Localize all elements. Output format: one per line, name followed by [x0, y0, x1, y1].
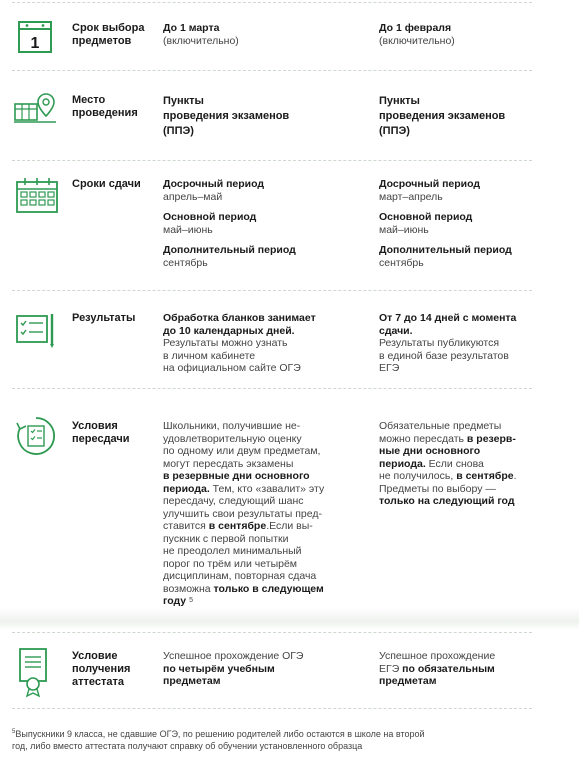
separator — [12, 708, 532, 709]
ege-exam-periods: Досрочный период март–апрель Основной период май–июнь Дополнительный период сентябрь — [379, 178, 512, 269]
ege-results: От 7 до 14 дней с момента сдачи. Результаты публикуются в единой базе результатов ЕГЭ — [379, 312, 517, 374]
footnote: $^5$Выпускники 9 класса, не сдавшие ОГЭ, по решению родителей либо остаются в школе на второй год, либо вместо аттестата получают справку об обучении установленного образца — [12, 729, 425, 751]
separator — [12, 290, 532, 291]
footnote-ref: 5 — [189, 597, 193, 604]
section-shade — [0, 608, 579, 630]
row-label-exam-periods: Сроки сдачи — [72, 178, 141, 190]
svg-text:1: 1 — [30, 35, 40, 52]
separator — [12, 632, 532, 633]
calendar-grid-icon — [15, 176, 59, 216]
results-board-icon — [14, 310, 60, 350]
row-label-results: Результаты — [72, 312, 136, 324]
oge-exam-periods: Досрочный период апрель–май Основной период май–июнь Дополнительный период сентябрь — [163, 178, 296, 269]
oge-venue: Пункты проведения экзаменов (ППЭ) — [163, 95, 290, 137]
oge-retake: Школьники, получившие не- удовлетворительную оценку по одному или двум предметам, могут пересдать экзамены в резервные дни основного периода. Тем, кто «завалит» эту пересдачу, следующий шанс улучшить свои результаты пред- ставится в сентябре.Если вы- пускник с первой попытки не преодолел минимальный порог по трём или четырём дисциплинам, повторная сдача возможна только в следующем году $^5$ — [163, 420, 325, 607]
calendar-day-icon — [15, 16, 55, 56]
row-label-retake: Условия пересдачи — [72, 420, 130, 445]
map-location-icon — [12, 90, 58, 130]
separator — [12, 160, 532, 161]
separator — [12, 2, 532, 3]
oge-choice-deadline: До 1 марта (включительно) — [163, 22, 239, 47]
retake-cycle-icon — [14, 414, 58, 458]
row-label-venue: Место проведения — [72, 94, 138, 119]
ege-certificate: Успешное прохождение ЕГЭ по обязательным предметам — [379, 650, 496, 687]
oge-results: Обработка бланков занимает до 10 календарных дней. Результаты можно узнать в личном кабинете на официальном сайте ОГЭ — [163, 312, 316, 374]
row-label-certificate: Условие получения аттестата — [72, 650, 131, 688]
row-label-choice-deadline: Срок выбора предметов — [72, 22, 145, 47]
oge-certificate: Успешное прохождение ОГЭ по четырём учебным предметам — [163, 650, 304, 687]
certificate-icon — [16, 646, 50, 698]
ege-choice-deadline: До 1 февраля (включительно) — [379, 22, 455, 47]
separator — [12, 388, 532, 389]
ege-retake: Обязательные предметы можно пересдать в резерв- ные дни основного периода. Если снова не получилось, в сентябре. Предметы по выбору — только на следующий год — [379, 420, 517, 507]
ege-venue: Пункты проведения экзаменов (ППЭ) — [379, 95, 506, 137]
separator — [12, 70, 532, 71]
